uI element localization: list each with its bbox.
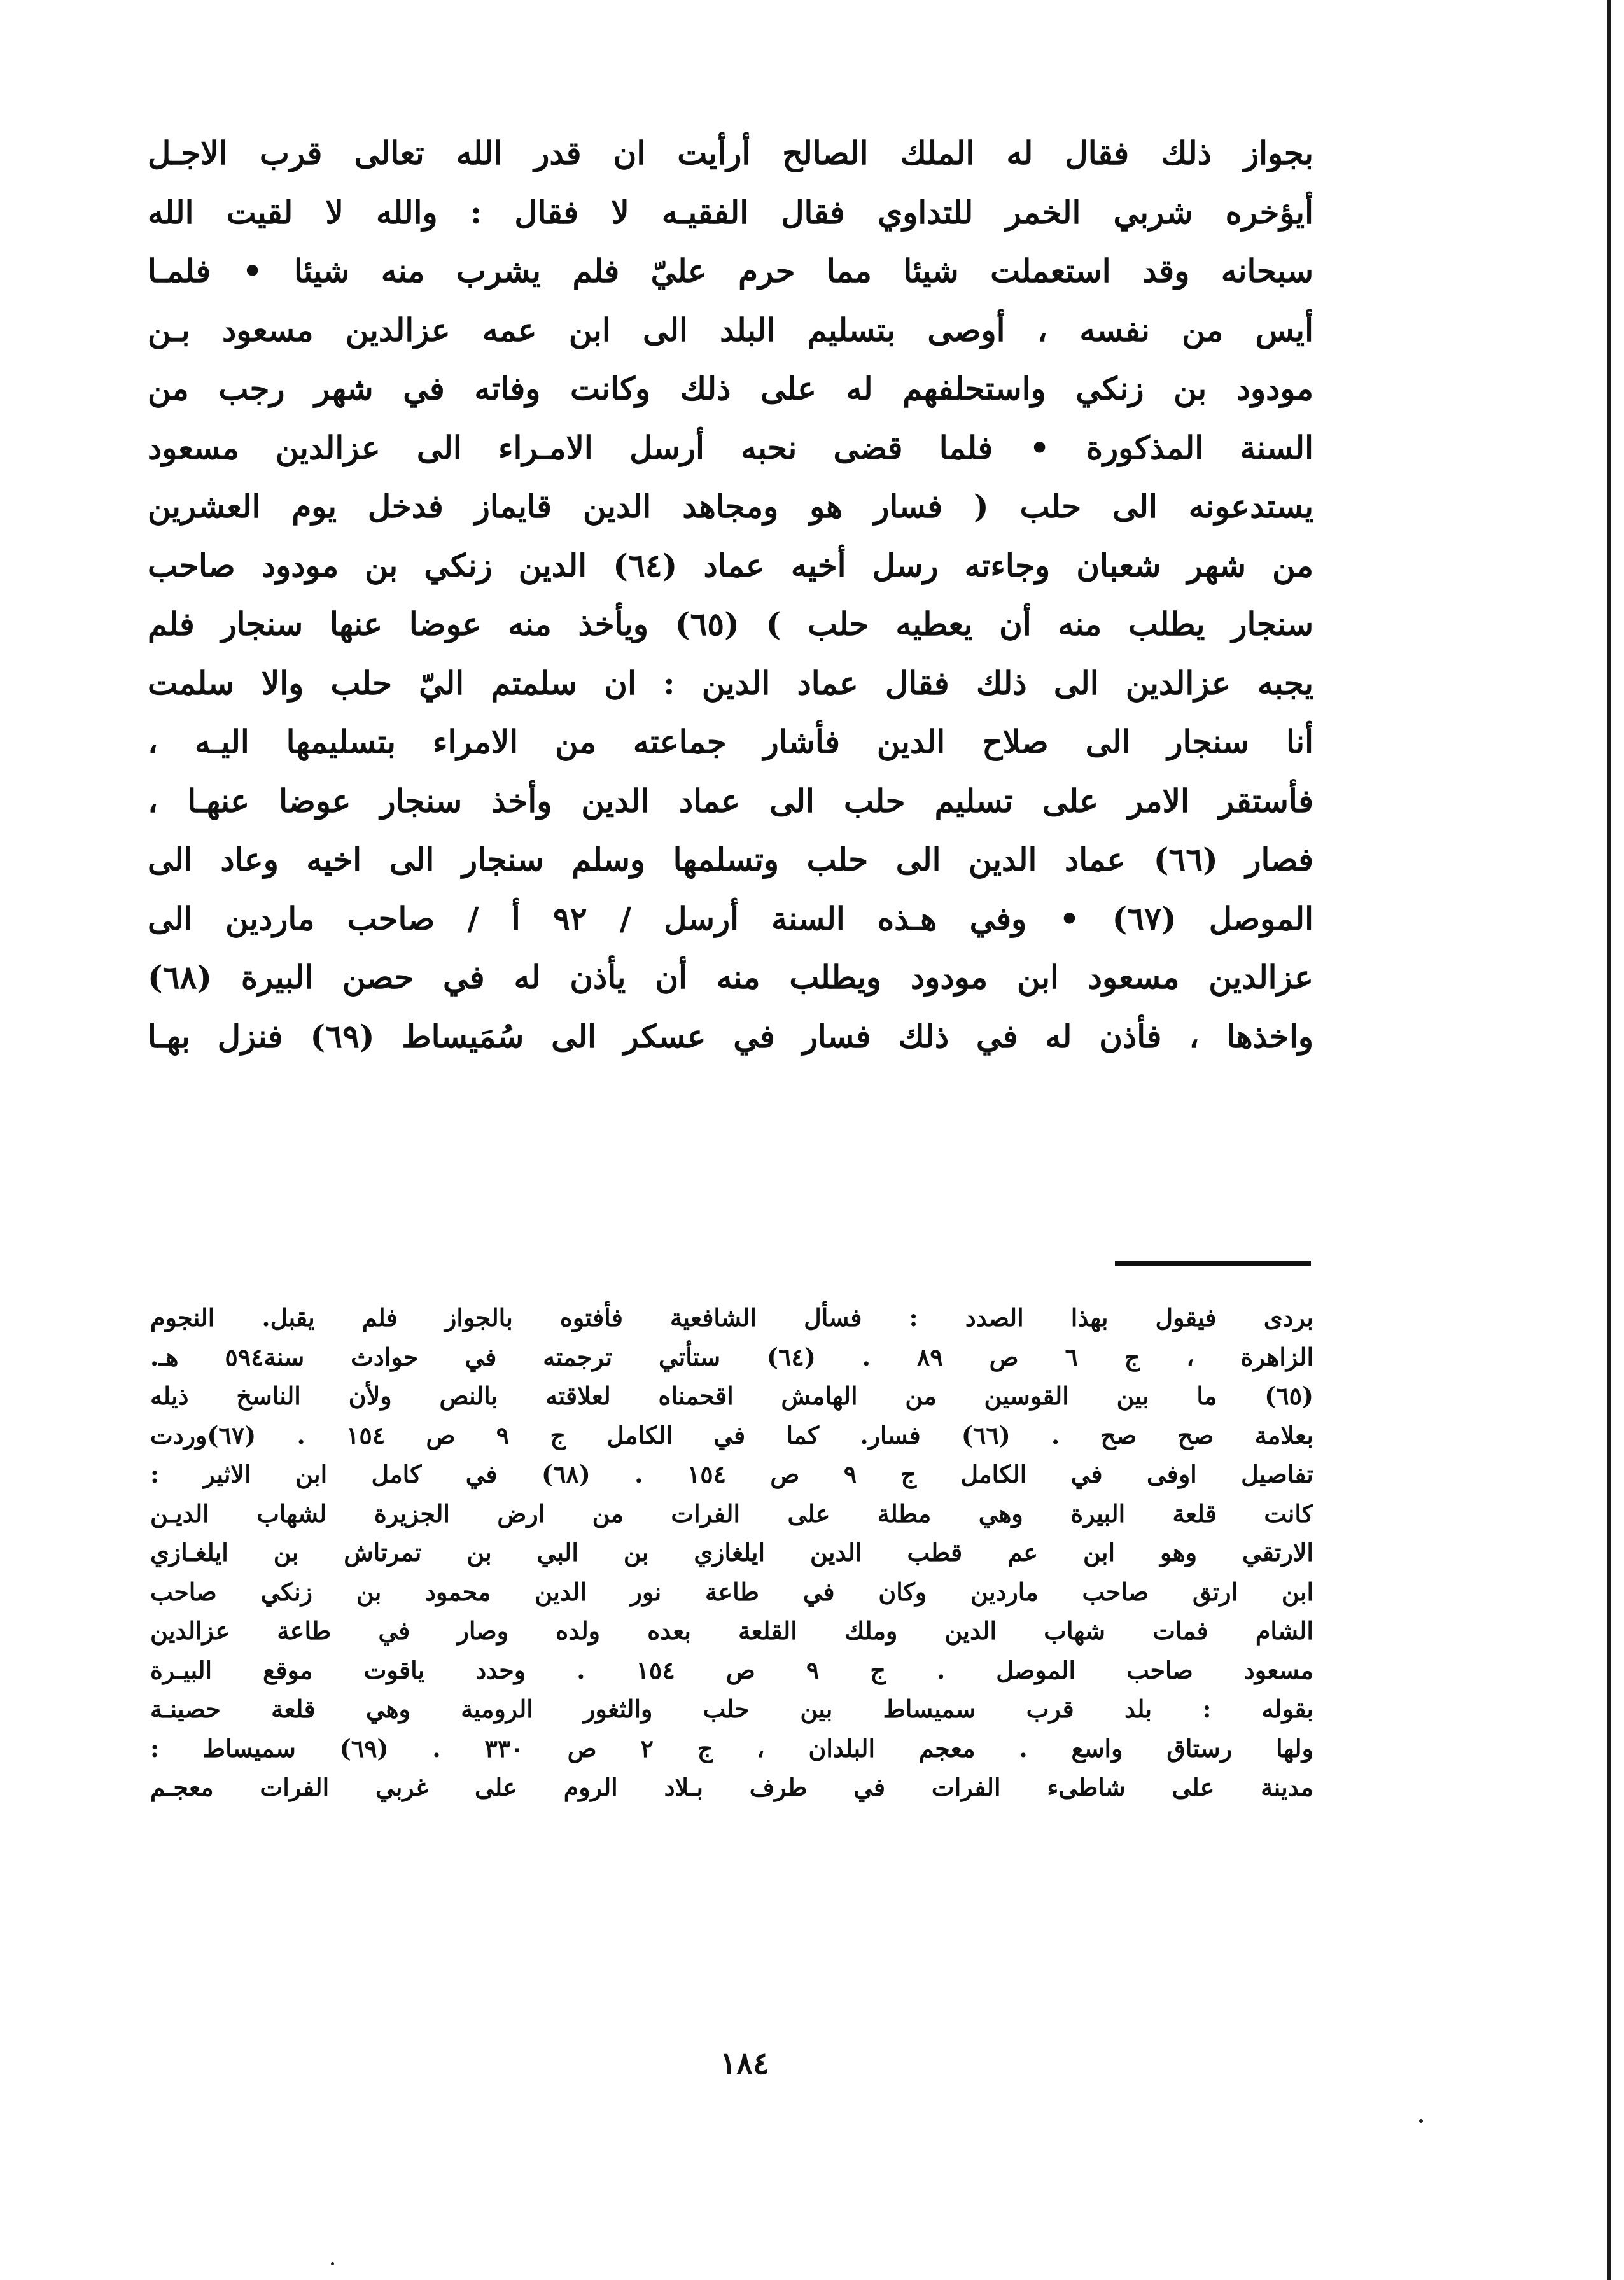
footnotes-block: [150, 1298, 1313, 1807]
footnote-line: ابن ارتق صاحب ماردين وكان في طاعة نور الدين محمود بن زنكي صاحب: [150, 1577, 1313, 1606]
scan-speck: [1419, 2119, 1423, 2123]
footnote-line: بقوله : بلد قرب سميساط بين حلب والثغور الرومية وهي قلعة حصينـة: [150, 1695, 1313, 1723]
main-text-line: يستدعونه الى حلب ( فسار هو ومجاهد الدين قايماز فدخل يوم العشرين: [148, 487, 1313, 525]
main-text-line: سنجار يطلب منه أن يعطيه حلب ) (٦٥) ويأخذ منه عوضا عنها سنجار فلم: [148, 605, 1313, 643]
footnote-line: تفاصيل اوفى في الكامل ج ٩ ص ١٥٤ . (٦٨) في كامل ابن الاثير :: [150, 1460, 1313, 1488]
main-text-line: من شهر شعبان وجاءته رسل أخيه عماد (٦٤) الدين زنكي بن مودود صاحب: [148, 546, 1313, 584]
footnote-line: الزاهرة ، ج ٦ ص ٨٩ . (٦٤) ستأتي ترجمته في حوادث سنة٥٩٤ هـ.: [150, 1342, 1313, 1371]
footnote-line: كانت قلعة البيرة وهي مطلة على الفرات من ارض الجزيرة لشهاب الديـن: [150, 1499, 1313, 1528]
main-text-line: سبحانه وقد استعملت شيئا مما حرم عليّ فلم يشرب منه شيئا • فلمـا: [148, 252, 1313, 290]
footnote-separator-rule: [1115, 1261, 1311, 1266]
main-text-line: أنا سنجار الى صلاح الدين فأشار جماعته من الامراء بتسليمها اليـه ،: [148, 723, 1313, 760]
main-text-body: [148, 124, 1313, 1066]
footnote-line: (٦٥) ما بين القوسين من الهامش اقحمناه لعلاقته بالنص ولأن الناسخ ذيله: [150, 1381, 1313, 1410]
main-text-line: الموصل (٦٧) • وفي هـذه السنة أرسل / ٩٢ أ / صاحب ماردين الى: [148, 899, 1313, 937]
main-text-line: يجبه عزالدين الى ذلك فقال عماد الدين : ان سلمتم اليّ حلب والا سلمت: [148, 664, 1313, 702]
main-text-line: أيس من نفسه ، أوصى بتسليم البلد الى ابن عمه عزالدين مسعود بـن: [148, 311, 1313, 349]
main-text-line: بجواز ذلك فقال له الملك الصالح أرأيت ان قدر الله تعالى قرب الاجـل: [148, 134, 1313, 172]
page-edge-border: [1607, 0, 1611, 2280]
footnote-line: ولها رستاق واسع . معجم البلدان ، ج ٢ ص ٣٣٠ . (٦٩) سميساط :: [150, 1733, 1313, 1763]
main-text-line: فصار (٦٦) عماد الدين الى حلب وتسلمها وسلم سنجار الى اخيه وعاد الى: [148, 841, 1313, 878]
main-text-line: واخذها ، فأذن له في ذلك فسار في عسكر الى سُمَيساط (٦٩) فنزل بهـا: [148, 1017, 1313, 1055]
main-text-line: فأستقر الامر على تسليم حلب الى عماد الدين وأخذ سنجار عوضا عنهـا ،: [148, 781, 1313, 820]
main-text-line: السنة المذكورة • فلما قضى نحبه أرسل الامـراء الى عزالدين مسعود: [148, 428, 1313, 466]
footnote-line: مدينة على شاطىء الفرات في طرف بـلاد الروم على غربي الفرات معجـم: [150, 1773, 1313, 1801]
footnote-line: بردى فيقول بهذا الصدد : فسأل الشافعية فأفتوه بالجواز فلم يقبل. النجوم: [150, 1303, 1313, 1332]
main-text-line: عزالدين مسعود ابن مودود ويطلب منه أن يأذن له في حصن البيرة (٦٨): [148, 958, 1313, 996]
main-text-line: مودود بن زنكي واستحلفهم له على ذلك وكانت وفاته في شهر رجب من: [148, 370, 1313, 407]
footnote-line: الشام فمات شهاب الدين وملك القلعة بعده ولده وصار في طاعة عزالدين: [150, 1616, 1313, 1645]
footnote-line: الارتقي وهو ابن عم قطب الدين ايلغازي بن البي بن تمرتاش بن ايلغـازي: [150, 1538, 1313, 1567]
main-text-line: أيؤخره شربي الخمر للتداوي فقال الفقيـه لا فقال : والله لا لقيت الله: [148, 193, 1313, 231]
scan-speck: [331, 2262, 334, 2265]
page-number: ١٨٤: [720, 2046, 769, 2081]
footnote-line: مسعود صاحب الموصل . ج ٩ ص ١٥٤ . وحدد ياقوت موقع البيـرة: [150, 1655, 1313, 1684]
footnote-line: بعلامة صح صح . (٦٦) فسار. كما في الكامل ج ٩ ص ١٥٤ . (٦٧)وردت: [150, 1420, 1313, 1450]
